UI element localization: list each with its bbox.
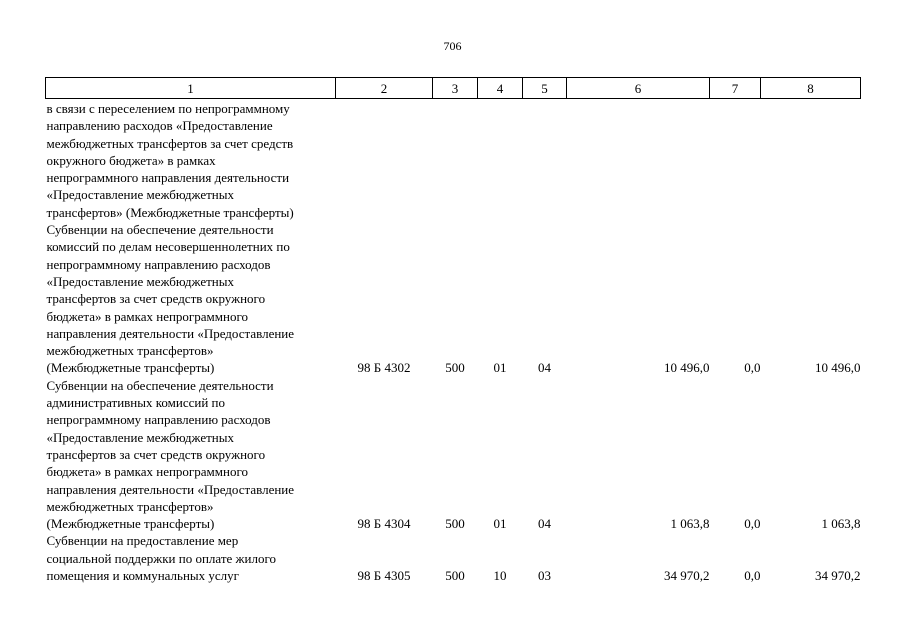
row-sum-total: 34 970,2 (664, 568, 710, 584)
row-pr: 03 (538, 568, 551, 584)
row-description (46, 99, 336, 222)
row-sum-fed: 0,0 (744, 360, 761, 376)
row-vr: 500 (445, 568, 465, 584)
description-line: Субвенции на обеспечение деятельности (46, 222, 274, 238)
row-code: 98 Б 4304 (357, 516, 411, 532)
row-code (336, 99, 433, 222)
row-description (46, 377, 336, 533)
table-row (46, 221, 861, 377)
table-row (46, 99, 861, 222)
description-line: Субвенции на предоставление мер (46, 533, 239, 549)
description-line: непрограммному направлению расходов (46, 412, 271, 428)
column-header-6: 6 (567, 78, 710, 99)
description-line: межбюджетных трансфертов за счет средств (46, 135, 294, 151)
description-line: непрограммному направлению расходов (46, 256, 271, 272)
row-pr (523, 99, 567, 222)
description-line: социальной поддержки по оплате жилого (46, 550, 276, 566)
row-sum-total: 1 063,8 (670, 516, 710, 532)
budget-table (45, 77, 861, 584)
row-sum-okr: 1 063,8 (821, 516, 861, 532)
description-line: Субвенции на обеспечение деятельности (46, 377, 274, 393)
table-header-row (46, 78, 861, 99)
description-line: бюджета» в рамках непрограммного (46, 464, 248, 480)
row-description (46, 221, 336, 377)
row-pr: 04 (538, 360, 551, 376)
row-sum-okr (761, 99, 861, 222)
table-row (46, 532, 861, 584)
row-vr: 500 (445, 360, 465, 376)
row-code: 98 Б 4302 (357, 360, 411, 376)
description-line: (Межбюджетные трансферты) (46, 516, 215, 532)
column-header-2: 2 (336, 78, 433, 99)
column-header-1: 1 (46, 78, 336, 99)
description-line: непрограммного направления деятельности (46, 170, 290, 186)
column-header-5: 5 (523, 78, 567, 99)
description-line: трансфертов за счет средств окружного (46, 446, 266, 462)
column-header-8: 8 (761, 78, 861, 99)
description-line: «Предоставление межбюджетных (46, 429, 235, 445)
description-line: окружного бюджета» в рамках (46, 152, 216, 168)
description-line: помещения и коммунальных услуг (46, 568, 239, 584)
row-pr: 04 (538, 516, 551, 532)
row-sum-total (567, 99, 710, 222)
row-sum-okr: 34 970,2 (815, 568, 861, 584)
row-sum-fed (710, 99, 761, 222)
page-number: 706 (443, 39, 462, 53)
column-header-4: 4 (478, 78, 523, 99)
description-line: межбюджетных трансфертов» (46, 343, 214, 359)
row-rz: 01 (493, 516, 507, 532)
description-line: в связи с переселением по непрограммному (46, 101, 290, 116)
row-vr: 500 (445, 516, 465, 532)
row-vr (433, 99, 478, 222)
description-line: трансфертов за счет средств окружного (46, 291, 266, 307)
description-line: административных комиссий по (46, 395, 225, 411)
row-rz: 01 (493, 360, 507, 376)
description-line: направления деятельности «Предоставление (46, 481, 295, 497)
row-code: 98 Б 4305 (357, 568, 411, 584)
table-row (46, 377, 861, 533)
description-line: бюджета» в рамках непрограммного (46, 308, 248, 324)
description-line: направлению расходов «Предоставление (46, 118, 273, 134)
description-line: «Предоставление межбюджетных (46, 187, 235, 203)
column-header-7: 7 (710, 78, 761, 99)
description-line: «Предоставление межбюджетных (46, 273, 235, 289)
column-header-3: 3 (433, 78, 478, 99)
description-line: межбюджетных трансфертов» (46, 498, 214, 514)
description-line: направления деятельности «Предоставление (46, 325, 295, 341)
row-rz (478, 99, 523, 222)
description-line: трансфертов» (Межбюджетные трансферты) (46, 204, 294, 220)
row-description (46, 532, 336, 584)
row-sum-okr: 10 496,0 (815, 360, 861, 376)
description-line: комиссий по делам несовершеннолетних по (46, 239, 290, 255)
row-rz: 10 (493, 568, 507, 584)
description-line: (Межбюджетные трансферты) (46, 360, 215, 376)
row-sum-fed: 0,0 (744, 568, 761, 584)
row-sum-fed: 0,0 (744, 516, 761, 532)
row-sum-total: 10 496,0 (664, 360, 710, 376)
